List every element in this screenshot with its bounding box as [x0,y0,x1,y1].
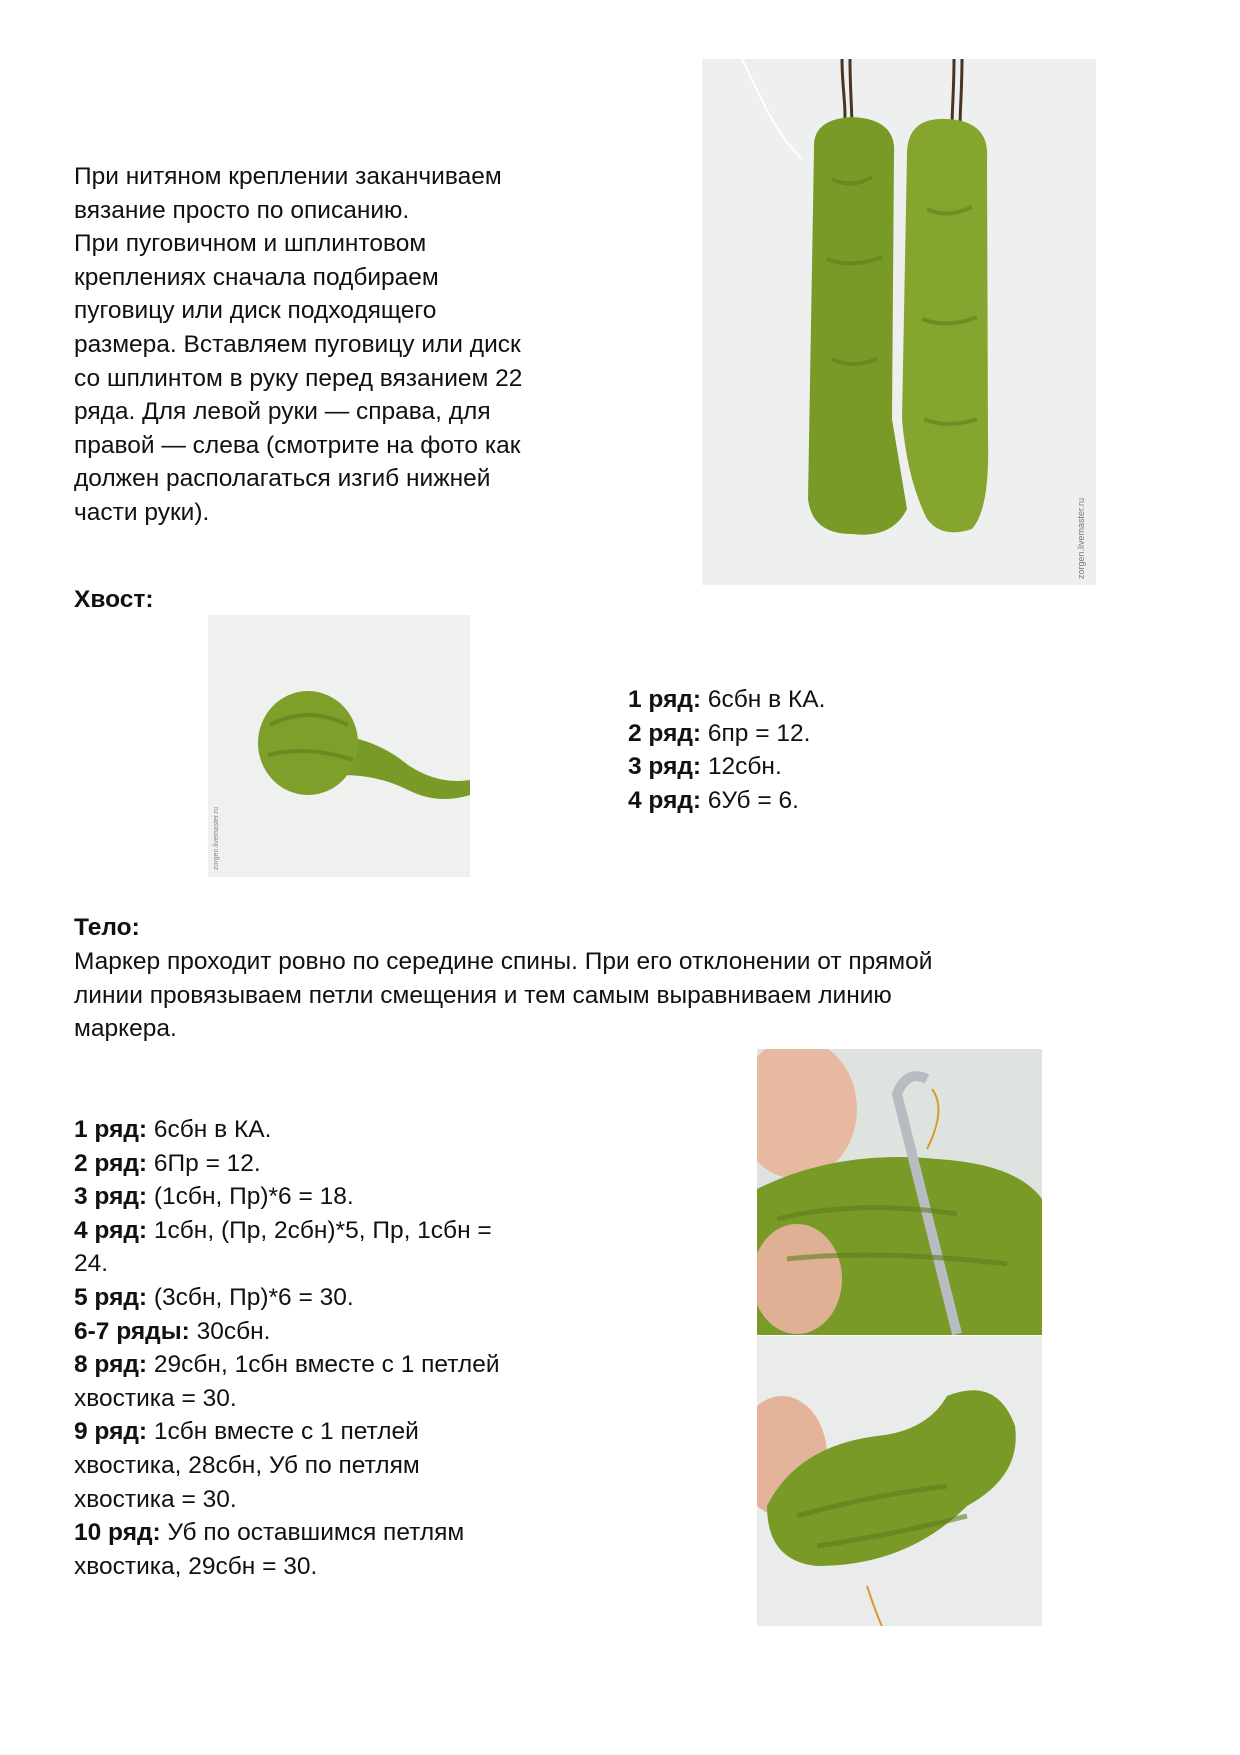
body-row: 1 ряд: 6сбн в КА. [74,1116,272,1143]
text-line: размера. Вставляем пуговицу или диск [74,330,521,358]
text-line: правой — слева (смотрите на фото как [74,431,521,459]
body-row: 10 ряд: Уб по оставшимся петлям [74,1519,465,1547]
svg-text:zorgen.livemaster.ru: zorgen.livemaster.ru [213,806,220,870]
text-line: ряда. Для левой руки — справа, для [74,398,491,426]
tail-row: 3 ряд: 12сбн. [628,753,782,781]
text-line: креплениях сначала подбираем [74,263,439,291]
body-row: хвостика, 28сбн, Уб по петлям [74,1451,420,1479]
body-rows [74,1113,500,1583]
tail-row: 2 ряд: 6пр = 12. [628,719,811,747]
body-row: 3 ряд: (1сбн, Пр)*6 = 18. [74,1183,354,1211]
body-row: хвостика, 29сбн = 30. [74,1552,318,1580]
body-row: 4 ряд: 1сбн, (Пр, 2сбн)*5, Пр, 1сбн = [74,1216,492,1244]
text-line: Маркер проходит ровно по середине спины. При его отклонении от прямой [74,948,933,975]
body-heading: Тело: [74,914,140,941]
body-row: 5 ряд: (3сбн, Пр)*6 = 30. [74,1283,354,1311]
text-line: со шплинтом в руку перед вязанием 22 [74,364,523,392]
watermark: zorgen.livemaster.ru [1076,497,1086,579]
tail-row: 1 ряд: 6сбн в КА. [628,686,826,713]
body-row: 24. [74,1250,109,1278]
body-intro [74,945,932,1046]
body-row: хвостика = 30. [74,1485,237,1513]
tail-photo [208,615,470,877]
text-line: пуговицу или диск подходящего [74,297,437,325]
body-photo-body [757,1336,1042,1626]
body-row: 2 ряд: 6Пр = 12. [74,1149,261,1177]
body-photo-hook [757,1049,1042,1335]
arms-photo [702,59,1096,585]
text-line: При нитяном креплении заканчиваем [74,163,502,190]
text-line: должен располагаться изгиб нижней [74,465,491,493]
text-line: линии провязываем петли смещения и тем самым выравниваем линию [74,981,892,1009]
tail-rows [628,683,825,817]
tail-row: 4 ряд: 6Уб = 6. [628,786,799,814]
arm-instructions [74,160,522,530]
body-row: 6-7 ряды: 30сбн. [74,1317,271,1345]
text-line: маркера. [74,1015,177,1043]
text-line: вязание просто по описанию. [74,196,410,224]
body-row: хвостика = 30. [74,1384,237,1412]
body-row: 8 ряд: 29сбн, 1сбн вместе с 1 петлей [74,1351,500,1379]
tail-heading: Хвост: [74,586,154,613]
text-line: части руки). [74,498,210,526]
text-line: При пуговичном и шплинтовом [74,230,427,258]
body-row: 9 ряд: 1сбн вместе с 1 петлей [74,1418,419,1446]
